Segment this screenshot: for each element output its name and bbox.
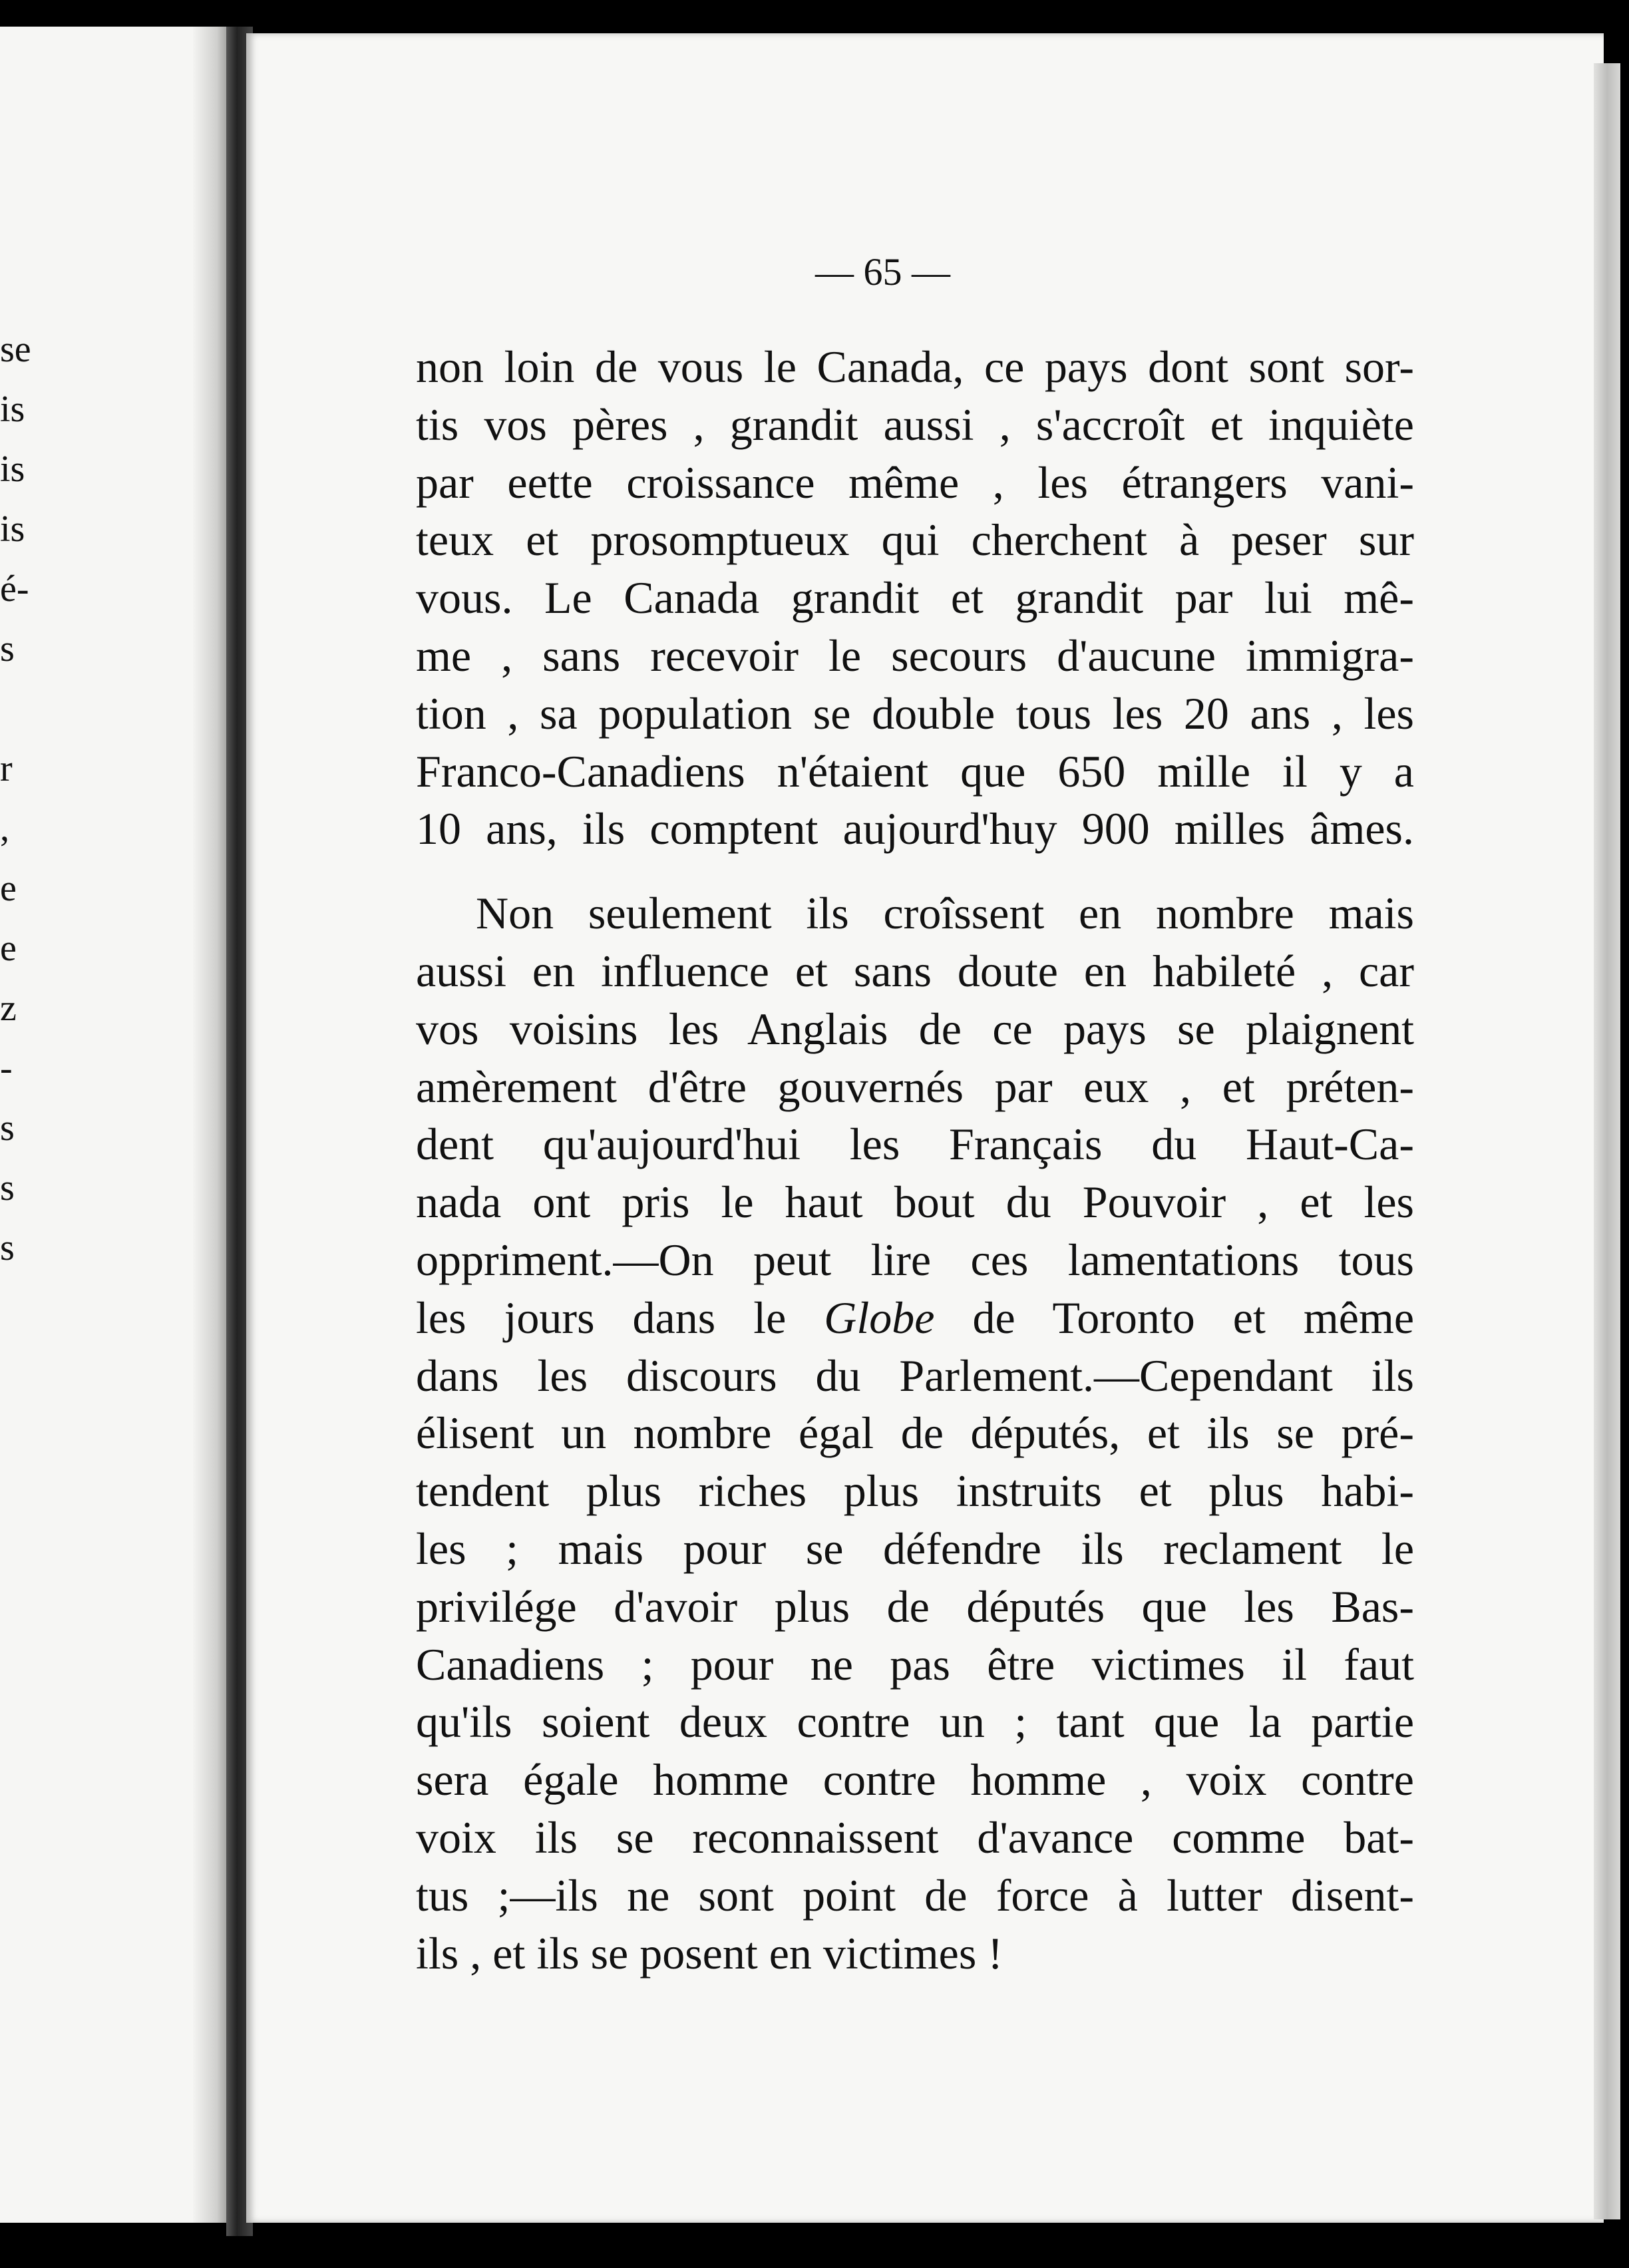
text-line: ils , et ils se posent en victimes !: [416, 1927, 1003, 1979]
previous-page-text-fragments: [0, 319, 31, 1278]
fragment: se: [0, 329, 31, 370]
fragment: is: [0, 508, 25, 550]
fragment: r: [0, 748, 13, 789]
paragraph-1: [416, 338, 1414, 858]
text-line: dans les discours du Parlement.—Cependant ils: [416, 1350, 1414, 1401]
text-line: les ; mais pour se défendre ils reclament le: [416, 1523, 1414, 1574]
fragment: e: [0, 868, 17, 909]
text-line: élisent un nombre égal de députés, et ils se pré-: [416, 1408, 1414, 1459]
text-line: 10 ans, ils comptent aujourd'huy 900 milles âmes.: [416, 803, 1414, 854]
fragment: -: [0, 1047, 13, 1089]
text-line: Franco-Canadiens n'étaient que 650 mille il y a: [416, 745, 1414, 797]
text-line: par eette croissance même , les étrangers vani-: [416, 457, 1414, 508]
text-line: tus ;—ils ne sont point de force à lutter disent-: [416, 1869, 1414, 1921]
text-line: teux et prosomptueux qui cherchent à peser sur: [416, 514, 1414, 566]
text-line: amèrement d'être gouvernés par eux , et préten-: [416, 1061, 1414, 1112]
text-line: aussi en influence et sans doute en habileté , car: [416, 945, 1414, 996]
fragment: s: [0, 1227, 15, 1268]
text-line: vos voisins les Anglais de ce pays se plaignent: [416, 1003, 1414, 1054]
text-line: non loin de vous le Canada, ce pays dont sont sor-: [416, 341, 1414, 392]
fragment: é-: [0, 568, 29, 610]
text-line: sera égale homme contre homme , voix contre: [416, 1754, 1414, 1805]
text-line: dent qu'aujourd'hui les Français du Haut-Ca-: [416, 1119, 1414, 1170]
fragment: s: [0, 628, 15, 669]
fragment: ,: [0, 808, 9, 849]
text-line: tion , sa population se double tous les 20 ans , les: [416, 687, 1414, 739]
page-edge-right: [1594, 63, 1620, 2219]
body-text: [416, 338, 1414, 1982]
text-line: qu'ils soient deux contre un ; tant que la partie: [416, 1696, 1414, 1748]
text-line: tis vos pères , grandit aussi , s'accroît et inquiète: [416, 399, 1414, 450]
text-line: voix ils se reconnaissent d'avance comme bat-: [416, 1811, 1414, 1863]
text-line: vous. Le Canada grandit et grandit par lui mê-: [416, 572, 1414, 624]
paragraph-2: [416, 884, 1414, 1982]
text-line: Canadiens ; pour ne pas être victimes il faut: [416, 1638, 1414, 1690]
fragment: s: [0, 1107, 15, 1149]
fragment: z: [0, 988, 17, 1029]
text-line-globe: [416, 1289, 1414, 1347]
fragment: is: [0, 389, 25, 430]
text-line: nada ont pris le haut bout du Pouvoir , et les: [416, 1177, 1414, 1228]
text-line: me , sans recevoir le secours d'aucune immigra-: [416, 630, 1414, 681]
text-line: oppriment.—On peut lire ces lamentations tous: [416, 1234, 1414, 1285]
text-segment: de Toronto et même: [972, 1292, 1415, 1343]
text-segment: les jours dans le: [416, 1292, 787, 1343]
fragment: s: [0, 1167, 15, 1209]
text-line: tendent plus riches plus instruits et plus habi-: [416, 1465, 1414, 1517]
text-line: privilége d'avoir plus de députés que les Bas-: [416, 1581, 1414, 1632]
italic-title: Globe: [824, 1292, 935, 1343]
text-line: Non seulement ils croîssent en nombre mais: [476, 888, 1414, 939]
fragment: e: [0, 928, 17, 969]
fragment: [0, 679, 27, 739]
fragment: is: [0, 449, 25, 490]
page-number: — 65 —: [815, 250, 950, 293]
